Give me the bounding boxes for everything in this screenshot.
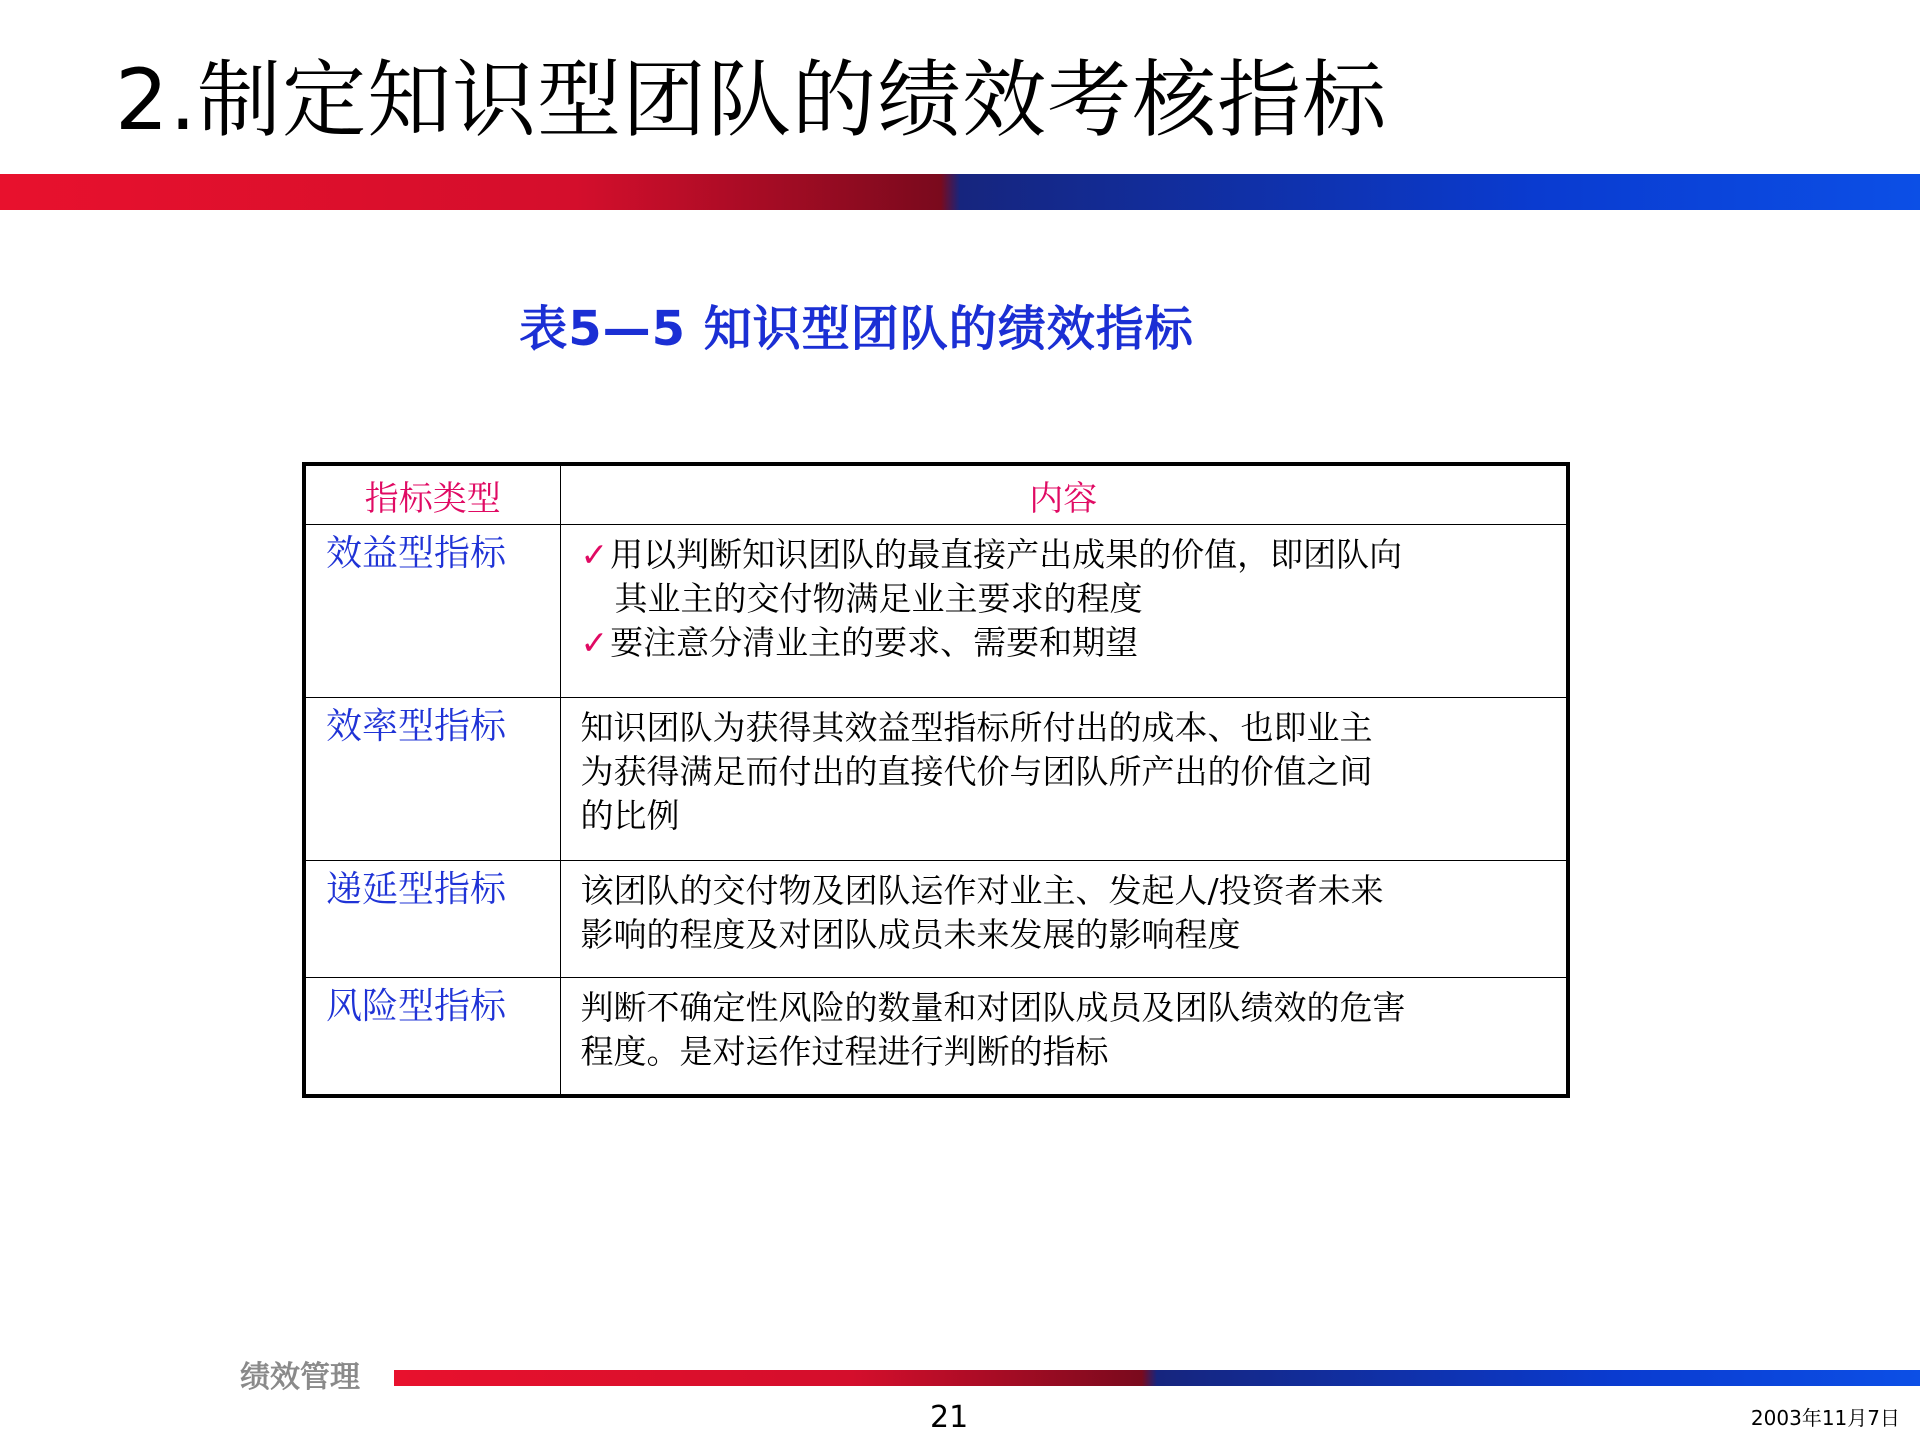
table-row	[306, 978, 1566, 1095]
content-line: 的比例	[580, 796, 680, 835]
check-mark-icon: ✓	[580, 623, 609, 662]
content-text: 用以判断知识团队的最直接产出成果的价值，即团队向	[610, 535, 1403, 574]
content-text: 要注意分清业主的要求、需要和期望	[610, 623, 1139, 662]
content-text: 其业主的交付物满足业主要求的程度	[614, 579, 1143, 618]
indicator-table	[302, 462, 1570, 1098]
content-line: 该团队的交付物及团队运作对业主、发起人/投资者未来	[580, 871, 1384, 910]
content-line: 为获得满足而付出的直接代价与团队所产出的价值之间	[580, 752, 1373, 791]
indicator-content-cell	[560, 861, 1566, 978]
content-line: 程度。是对运作过程进行判断的指标	[580, 1032, 1109, 1071]
title-divider-bar	[0, 174, 1920, 210]
content-line	[581, 577, 1567, 621]
content-line	[581, 533, 1567, 577]
indicator-content-cell	[560, 698, 1566, 861]
content-line: 知识团队为获得其效益型指标所付出的成本、也即业主	[580, 708, 1373, 747]
header-indicator-type: 指标类型	[306, 466, 560, 525]
table-caption: 表5—5 知识型团队的绩效指标	[519, 301, 1194, 357]
table-row	[306, 698, 1566, 861]
content-line: 判断不确定性风险的数量和对团队成员及团队绩效的危害	[580, 988, 1406, 1027]
header-content: 内容	[560, 466, 1566, 525]
footer-label: 绩效管理	[240, 1360, 360, 1395]
table-header-row	[306, 466, 1566, 525]
indicator-content-cell	[560, 525, 1566, 698]
indicator-type-cell: 效率型指标	[306, 698, 560, 861]
indicator-content-cell	[560, 978, 1566, 1095]
indicator-type-cell: 递延型指标	[306, 861, 560, 978]
content-line	[581, 621, 1567, 665]
indicator-type-cell: 效益型指标	[306, 525, 560, 698]
page-number: 21	[930, 1400, 969, 1435]
table-row	[306, 525, 1566, 698]
table-row	[306, 861, 1566, 978]
footer-date: 2003年11月7日	[1750, 1406, 1900, 1430]
check-mark-icon: ✓	[580, 535, 609, 574]
content-line: 影响的程度及对团队成员未来发展的影响程度	[580, 915, 1241, 954]
footer-divider-bar	[394, 1370, 1920, 1386]
indicator-type-cell: 风险型指标	[306, 978, 560, 1095]
slide-title: 2.制定知识型团队的绩效考核指标	[115, 51, 1388, 149]
